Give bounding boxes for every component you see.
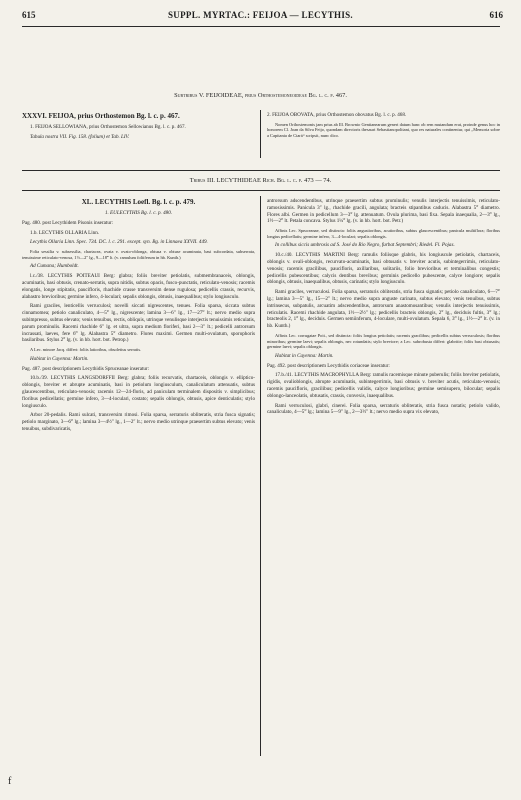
description-text: Arbor 20-pedalis. Rami sulcati, transversim rimosi. Folia sparsa, serraturis obliteratis, stria fusca signatis; petiolo marginato, 3—6‴ lg.; lamina 3—4½″ lg., 1—2″ lt.; nervo medio utrinque praesertim subtus elevato; venis tenuibus, subdivaricatis, xyxy=(22,412,255,432)
footer-mark: f xyxy=(8,776,12,787)
column-divider-main xyxy=(260,196,261,756)
species-heading: 1.b. LECYTHIS OLLARIA Linn. xyxy=(30,229,100,236)
affinity-note: Affinis Lec. Spruceanae, sed distincta: foliis angustioribus, acutioribus, subtus glaucescentibus; panicula multiflora; floribus longius pedicellatis; germine infero, 3—4-loculari; sepalis oblongis. xyxy=(267,228,500,239)
insertion-note: Pag. 480. post Lecythidem Pisonis inseratur: xyxy=(22,219,113,226)
subtribe-heading: Subtribus V. FEIJOIDEAE, prius Orthostemoneoideae Bg. l. c. p. 467. xyxy=(174,92,347,99)
species-feijoa-obovata: 2. FEIJOA OBOVATA, prius Orthostemon obovatus Bg. l. c. p. 468. xyxy=(267,112,407,118)
insertion-note: Pag. 492. post descriptionem Lecythidis coriaceae inseratur: xyxy=(267,362,390,369)
description-text: Rami graciles, verruculosi. Folia sparsa, serraturis obliteratis, stria fusca signatis; petiolo canaliculato, 6—7‴ lg.; lamina 3—5″ lg., 15—2″ lt.; nervo medio supra anguste carinato, subtus elevato; venis tenuibus, subtus intrinsecus, subpatulis, arcuatim adscendentibus, antrorsum anastomosantibus; venulis interjectis tenuissimis, reticulatis. Racemi rhachide angulata, 1½—2½″ lg.; pedicellis bracteis oblongis, 2‴ lg., deciduis fultis, 3‴ lg.; bracteolis 2, 1‴ lg., deciduis. Germen semiinferum, 4-loculare, multi-ovulatum. Sepala 6, 3‴ lg., 1½—2‴ lt. (v. in hb. Kunth.) xyxy=(267,289,500,330)
feijoa-note: Nomen Orthostemonis jam prius ab Ill. Brownio Gentianearum generi datum hanc ob rem mutandum erat, proinde genus hoc in honorem Cl. Joan da Silva Feijo, quondam directoris thesauri Sebastianopolitani, quo res naturales continentur, qui „Memoria sobre a Capitania de Ciará“ scripsit, nunc dico. xyxy=(267,121,500,138)
species-diagnosis: 17.b./41. LECYTHIS MACROPHYLLA Berg: ramulis racemisque minute puberulis; foliis breviter petiolatis, rigidis, ovalioblongis, abrupte acuminatis, subintegerrimis, basi obtusis v. breviter acutis, reticulato-venosis; racemis paucifloris, gracilibus; pedicellis validis, calyce longioribus; germine semisupero, bilocular; sepalis oblongo-lanceolatis, obtusatis, crassis, convexis, inaequalibus. xyxy=(267,372,500,399)
description-text: Folia sessilia v. subsessilia, chartacea, ovata v. ovato-oblonga, obtusa v. obtuse acuminata, basi subcordata, subserrata, tenuissime reticulato-venosa, 1½—2″ lg., 9—18‴ lt. (v. ramulum foliiferum in hb. Kunth.) xyxy=(22,249,255,260)
section-eulecythis: 1. EULECYTHIS Bg. l. c. p. 480. xyxy=(104,210,173,216)
plate-reference: Tabula nostra VII. Fig. 158. (folium) et Tab. LIV. xyxy=(30,133,130,140)
tribe-heading: Tribus III. LECYTHIDEAE Rich. Bg. l. c. p. 473 — 74. xyxy=(189,177,332,184)
affinity-note: Affinis Lec. corrugatae Poit., sed distincta: foliis longius petiolatis; racemis gracilibus; pedicellis subtus verruculosis; floribus minoribus; germine laevi; sepalis oblongis, nec rotundatis; stylo breviore; a Lec. subrobusta differt: glabritie; foliis basi obtusatis; germine laevi; sepalis oblongis. xyxy=(267,332,500,350)
species-diagnosis: l.c./38. LECYTHIS POITEAUI Berg: glabra; foliis breviter petiolatis, submembranaceis, oblongis, acuminatis, basi obtusis, crenato-serratis, supra nitidis, subtus opacis, fusco-punctatis, reticulato-venosis; racemis elongatis, longe stipitatis, paucifloris, rhachide crasse transversim dense rugulosa; pedicellis crassis, recurvis, alabastro brevioribus; germine infero, 4-loculari; sepalis oblongis, obtusis, inaequalibus; stylo longiusculo. xyxy=(22,273,255,300)
column-divider-top xyxy=(260,110,261,158)
running-title: SUPPL. MYRTAC.: FEIJOA — LECYTHIS. xyxy=(168,10,353,20)
affinity-note: A Lec. minore Jacq. differt: foliis latioribus, obsoletius serratis. xyxy=(30,347,142,353)
genus-heading-feijoa: XXXVI. FEIJOA, prius Orthostemon Bg. l. c. p. 467. xyxy=(22,112,180,120)
lecythis-left-column xyxy=(22,198,255,436)
species-diagnosis: 10.c./40. LECYTHIS MARTINI Berg: ramulis foliisque glabris, his longiuscule petiolatis, chartaceis, oblongis v. ovali-oblongis, recurvato-acuminatis, basi obtusatis v. breviter acutis, subintegerrimis, reticulato-venosis; racemis gracilibus, paucifloris, axillaribus, solitariis, folio brevioribus et terminalibus congestis; pedicellis pubescentibus; calycis dentibus brevibus; germinis pedicello pubescente, calyce longiore; sepalis oblongis, obtusis, inaequalibus, obtusis, carinatis; stylo longiusculo. xyxy=(267,252,500,286)
description-text: antrorsum adscendentibus, utrinque praesertim subtus prominulis; venulis interjectis tenuissimis, reticulato-ramosissimis. Panicula 3″ lg., rhachide gracili, angulata; bracteis stipantibus caducis. Alabastra 5‴ diametro. Flores albi. Germen in pedicellum 3—3‴ lg. attenuatum. Ovula plurima, basi fixa. Sepala inaequalia, 2—3‴ lg., 1½—2‴ lt. Petala concava. Stylus 1¼‴ lg. (v. in hb. hort. bot. Petr.) xyxy=(267,198,500,225)
habitat: In collibus siccis umbrosis ad S. José do Rio Negro, furbat Septembri; Riedel. Fl. Pojas. xyxy=(275,242,455,249)
lecythis-right-column xyxy=(267,198,500,419)
genus-heading-lecythis: XL. LECYTHIS Loefl. Bg. l. c. p. 479. xyxy=(81,198,196,206)
feijoa-left-column xyxy=(22,112,255,144)
header-rule xyxy=(22,26,500,27)
feijoa-right-column xyxy=(267,112,500,142)
synonymy: Lecythis Ollaria Linn. Spec. 734. DC. l. c. 291. except. syn. Bg. in Linnaea XXVII. 449. xyxy=(30,239,208,246)
description-text: Rami graciles, lenticellis verruculosi; novelli siccati nigrescentes, tenues. Folia sparsa, siccata subtus cinnamomea; petiolo canaliculato, 4—5‴ lg., nigrescente; lamina 3—6″ lg., 17—27‴ lt.; nervo medio supra subimpresso, subtus elevato; venis tenuibus, rectis, obliquis, utrinque venulisque interjectis tenuissimis reticulatis, parum prominulis. Racemi rhachide 6″ lg. et ultra, supra medium floriferi, basi 2—3″ lt.; pedicelli antrorsum incrassati, laeves, fere 6‴ lg. Alabastra 5‴ diametro. Flores maximi. Germen multi-ovulatum, sporophoris basilaribus. Stylus 2‴ lg. (v. in hb. hort. bot. Petrop.) xyxy=(22,303,255,344)
insertion-note: Pag. 487. post descriptionem Lecythidis Spruceanae inseratur: xyxy=(22,365,150,372)
section-rule xyxy=(22,170,500,171)
habitat: Habitat in Cayenna: Martin. xyxy=(275,352,334,359)
species-feijoa-sellowiana: 1. FEIJOA SELLOWIANA, prius Orthostemon Sellowianus Bg. l. c. p. 467. xyxy=(30,124,186,130)
page-number-left: 615 xyxy=(22,10,36,20)
description-text: Rami verruculosi, glabri, cinerei. Folia sparsa, serraturis obliteratis, stria fusca notatis; petiolo valido, canaliculato, 4—5‴ lg.; lamina 5—9″ lg., 2—3½″ lt.; nervo medio supra vix elevato, xyxy=(267,402,500,416)
species-diagnosis: 10.b./39. LECYTHIS LANGSDORFFII Berg: glabra; foliis recurvatis, chartaceis, oblongis v. elliptico-oblongis, breviter et abrupte acuminatis, basi in petiolum longiusculum, canaliculatum attenuatis, subtus glaucescentibus, reticulato-venosis; racemis 12—24-floris, ad paniculam terminalem dispositis v. simplicibus; floribus pedicellatis; germine infero, 3—4-loculari, costato; sepalis oblongis, obtusis, apice denticulatis; stylo longiusculo. xyxy=(22,375,255,409)
page-number-right: 616 xyxy=(489,10,503,20)
habitat: Ad Cumana; Humboldt. xyxy=(30,263,79,270)
tribe-rule xyxy=(22,190,500,191)
habitat: Habitat in Cayenna: Martin. xyxy=(30,355,89,362)
